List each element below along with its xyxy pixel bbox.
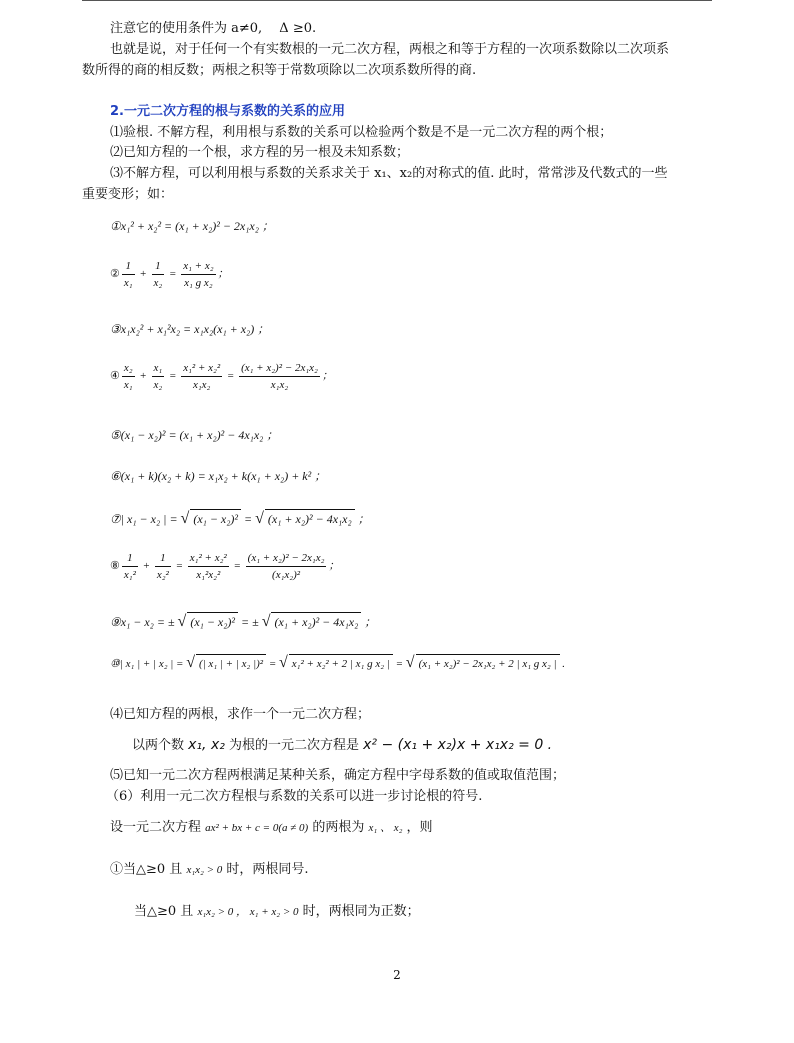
item-1: ⑴验根. 不解方程，利用根与系数的关系可以检验两个数是不是一元二次方程的两个根； <box>110 125 613 140</box>
setup-line: 设一元二次方程 ax² + bx + c = 0(a ≠ 0) 的两根为 x₁ 、 x₂ ，则 <box>110 820 433 835</box>
formula-8: ⑧ $\frac{1}{\text{x₁²}}$ + $\frac{1}{\text{x₂²}}$ = $\frac{\text{x₁² + x₂²}}{\text{x₁²x₂²}}$ = $\frac{\text{(x₁ + x₂)² − 2x₁x₂}}{\text{(x₁x₂)²}}$ ； <box>110 552 340 581</box>
formula-6: ⑥(x₁ + k)(x₂ + k) = x₁x₂ + k(x₁ + x₂) + k² ； <box>110 469 327 483</box>
formula-10: ⑩| x₁ | + | x₂ | = √ (| x₁ | + | x₂ |)² = √ x₁² + x₂² + 2 | x₁ g x₂ | = √ (x₁ + x₂)² − 2x₁x₂ + 2 | x₁ g x₂ | . <box>110 654 566 671</box>
header-rule <box>82 0 712 1</box>
page-number: 2 <box>393 968 401 982</box>
paragraph-line-2: 数所得的商的相反数；两根之积等于常数项除以二次项系数所得的商. <box>82 63 477 78</box>
formula-5: ⑤(x₁ − x₂)² = (x₁ + x₂)² − 4x₁x₂ ； <box>110 428 279 442</box>
formula-1: ①x₁² + x₂² = (x₁ + x₂)² − 2x₁x₂ ； <box>110 219 274 233</box>
item-6: （6）利用一元二次方程根与系数的关系可以进一步讨论根的符号. <box>106 789 483 804</box>
formula-4: ④ $\frac{\text{x₂}}{\text{x₁}}$ + $\frac{\text{x₁}}{\text{x₂}}$ = $\frac{\text{x₁² + x₂²}}{\text{x₁x₂}}$ = $\frac{\text{(x₁ + x₂)² − 2x₁x₂}}{\text{x₁x₂}}$ ； <box>110 362 333 391</box>
paragraph-line-1: 也就是说，对于任何一个有实数根的一元二次方程，两根之和等于方程的一次项系数除以二次项系 <box>110 42 670 57</box>
section-heading: 2.一元二次方程的根与系数的关系的应用 <box>110 104 345 119</box>
item-4-equation: 以两个数 x₁, x₂ 为根的一元二次方程是 x² − (x₁ + x₂)x + x₁x₂ = 0 . <box>132 737 553 753</box>
item-2: ⑵已知方程的一个根，求方程的另一根及未知系数； <box>110 145 410 160</box>
formula-9: ⑨x₁ − x₂ = ± √ (x₁ − x₂)² = ± √ (x₁ + x₂)² − 4x₁x₂ ； <box>110 613 377 630</box>
item-3-line-2: 重要变形；如： <box>82 187 174 202</box>
case-1: ①当△≥0 且 x₁x₂ > 0 时，两根同号. <box>110 862 309 877</box>
case-2: 当△≥0 且 x₁x₂ > 0 ， x₁ + x₂ > 0 时，两根同为正数； <box>134 904 420 919</box>
item-3-line-1: ⑶不解方程，可以利用根与系数的关系求关于 x₁、x₂的对称式的值. 此时，常常涉及代数式的一些 <box>110 166 668 181</box>
item-5: ⑸已知一元二次方程两根满足某种关系，确定方程中字母系数的值或取值范围； <box>110 768 566 783</box>
formula-2: ② $\frac{1}{\text{x₁}}$ + $\frac{1}{\text{x₂}}$ = $\frac{\text{x₁ + x₂}}{\text{x₁ g x₂}}$ ； <box>110 260 229 289</box>
formula-7: ⑦| x₁ − x₂ | = √ (x₁ − x₂)² = √ (x₁ + x₂)² − 4x₁x₂ ； <box>110 510 370 527</box>
condition-line: 注意它的使用条件为 a≠0, Δ ≥0. <box>110 21 317 36</box>
item-4: ⑷已知方程的两根，求作一个一元二次方程； <box>110 707 371 722</box>
formula-3: ③x₁x₂² + x₁²x₂ = x₁x₂(x₁ + x₂) ； <box>110 322 270 336</box>
